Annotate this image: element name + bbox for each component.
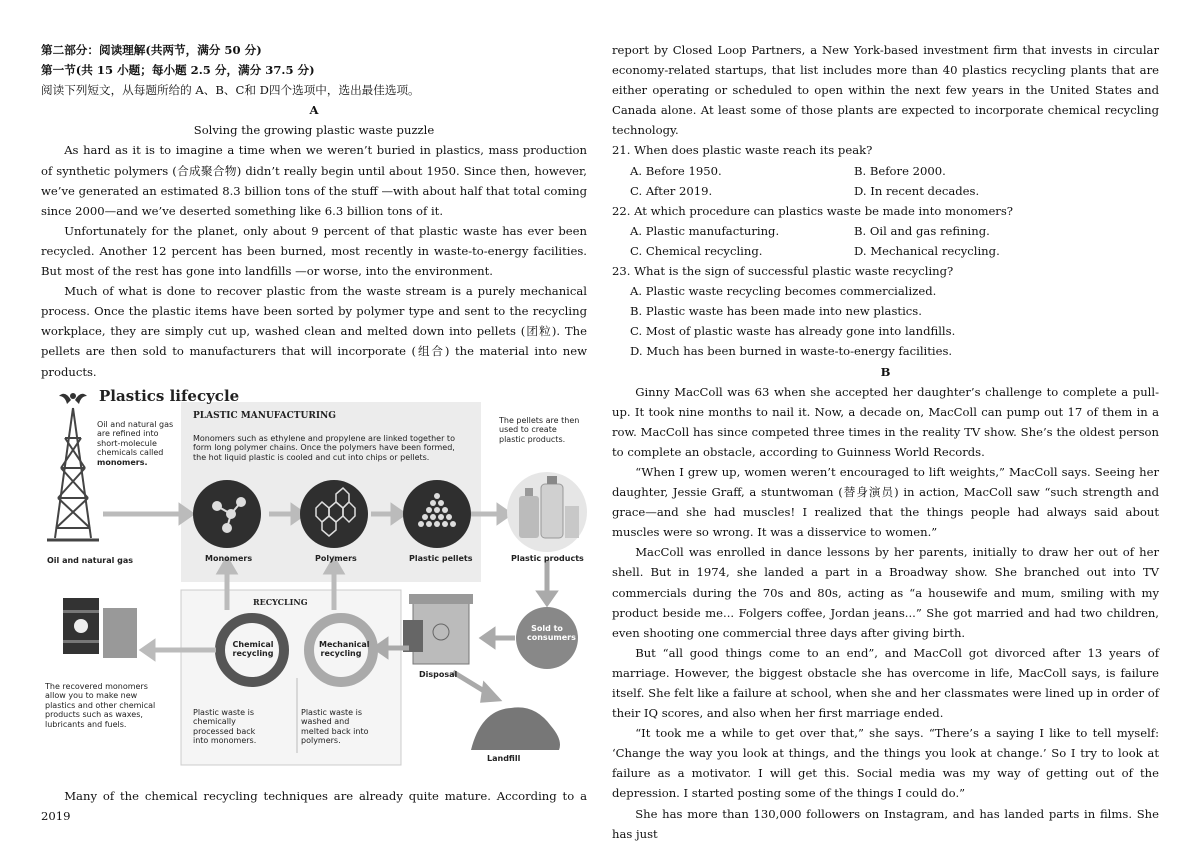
passage-b-paragraph: She has more than 130,000 followers on Instagram, and has landed parts in films. She has just bbox=[612, 806, 1159, 841]
oil-note: Oil and natural gas are refined into short-molecule chemicals called monomers. bbox=[97, 419, 174, 467]
recovered-note: The recovered monomers allow you to make new plastics and other chemical products such as waxes, lubricants and fuels. bbox=[45, 681, 156, 729]
disposal-label: Disposal bbox=[419, 669, 458, 679]
option: B. Plastic waste has been made into new plastics. bbox=[630, 304, 922, 319]
manufacturing-title: PLASTIC MANUFACTURING bbox=[193, 410, 336, 421]
pellets-note: The pellets are then used to create plastic products. bbox=[499, 415, 580, 444]
manufacturing-text: Monomers such as ethylene and propylene are linked together to form long polymer chains. Once the polymers have been formed, the hot liquid plastic is cooled and cut into chips or pellets. bbox=[193, 433, 455, 462]
monomers-label: Monomers bbox=[205, 553, 253, 563]
pellets-circle-icon bbox=[403, 480, 471, 548]
option: D. In recent decades. bbox=[854, 183, 980, 198]
passage-a-paragraph: As hard as it is to imagine a time when we weren’t buried in plastics, mass production of synthetic polymers (合成聚合物) didn’t really begin until about 1950. Since then, however, we’ve generated an estimated 8.3 billion tons of the stuff —with about half that total coming since 2000—and we’ve deserted something like 6.3 billion tons of it. bbox=[41, 143, 587, 218]
figure-title: Plastics lifecycle bbox=[99, 386, 240, 405]
passage-a-paragraph-cont: report by Closed Loop Partners, a New York-based investment firm that invests in circular economy-related startups, that list includes more than 40 plastics recycling plants that are either operating or scheduled to open within the next few years in the United States and Canada alone. At least some of those plants are expected to incorporate chemical recycling technology. bbox=[612, 43, 1159, 138]
chemical-note: Plastic waste is chemically processed back into monomers. bbox=[193, 707, 257, 746]
subsection-title: 第一节(共 15 小题；每小题 2.5 分，满分 37.5 分) bbox=[41, 63, 315, 78]
option: C. Most of plastic waste has already gone into landfills. bbox=[630, 324, 956, 339]
passage-a-paragraph: Much of what is done to recover plastic from the waste stream is a purely mechanical process. Once the plastic items have been sorted by polymer type and sent to the recycling workplace, they are simply cut up, washed clean and melted down into pellets (团粒). The pellets are then sold to manufacturers that will incorporate (组合) the material into new products. bbox=[41, 284, 587, 379]
question-21-options-row2 bbox=[612, 181, 1159, 201]
passage-b-paragraph: Ginny MacColl was 63 when she accepted her daughter’s challenge to complete a pull-up. It took nine months to nail it. Now, a decade on, MacColl can pump out 17 of them in a row. MacColl has since competed three times in the reality TV show. She’s the oldest person to complete an obstacle, according to Guinness World Records. bbox=[612, 384, 1159, 459]
option: A. Plastic manufacturing. bbox=[630, 223, 780, 238]
option: C. Chemical recycling. bbox=[630, 243, 763, 258]
option: C. After 2019. bbox=[630, 183, 713, 198]
polymers-circle-icon bbox=[300, 480, 368, 548]
question-21: 21. When does plastic waste reach its peak? bbox=[612, 143, 873, 158]
oil-derrick-icon bbox=[47, 408, 99, 540]
passage-a-title: Solving the growing plastic waste puzzle bbox=[193, 123, 435, 138]
passage-a-paragraph: Unfortunately for the planet, only about 9 percent of that plastic waste has ever been recycled. Another 12 percent has been burned, most recently in waste-to-energy facilities. But most of the rest has gone into landfills —or worse, into the environment. bbox=[41, 223, 587, 279]
passage-b-paragraph: “It took me a while to get over that,” she says. “There’s a saying I like to tell myself: ‘Change the way you look at things, and the things you look at change.’ So I try to look at failure as a motivator. I will get this. Social media was my way of getting out of the depression. I started posting some of the things I could do.” bbox=[612, 726, 1159, 801]
oil-label: Oil and natural gas bbox=[47, 555, 134, 565]
section-title: 第二部分：阅读理解(共两节，满分 50 分) bbox=[41, 43, 262, 57]
passage-b-paragraph: MacColl was enrolled in dance lessons by her parents, initially to draw her out of her shell. But in 1974, she landed a part in a Broadway show. She branched out into TV commercials during the 70s and 80s, acting as “a housewife and mum, smiling with my product beside me... Folgers coffee, Jordan jeans...” She got married and had two children, even shooting one commercial three days after giving birth. bbox=[612, 545, 1159, 640]
option: A. Before 1950. bbox=[630, 163, 722, 178]
oil-barrels-icon bbox=[63, 598, 137, 658]
passage-b-letter: B bbox=[880, 364, 891, 379]
option: D. Much has been burned in waste-to-energy facilities. bbox=[630, 344, 953, 359]
question-22-options-row1 bbox=[612, 221, 1159, 241]
landfill-label: Landfill bbox=[487, 753, 521, 763]
option: B. Before 2000. bbox=[854, 163, 946, 178]
left-column bbox=[41, 40, 587, 826]
question-21-options-row1 bbox=[612, 161, 1159, 181]
right-column bbox=[612, 40, 1159, 844]
chemical-label: Chemical recycling bbox=[232, 639, 274, 659]
oil-splash-icon bbox=[59, 393, 87, 404]
option: A. Plastic waste recycling becomes commercialized. bbox=[630, 284, 937, 299]
question-22-options-row2 bbox=[612, 241, 1159, 261]
passage-a-continuation: Many of the chemical recycling techniques are already quite mature. According to a 2019 bbox=[41, 788, 587, 823]
option: B. Oil and gas refining. bbox=[854, 223, 990, 238]
plastics-lifecycle-figure bbox=[41, 388, 587, 780]
sold-label: Sold to consumers bbox=[527, 623, 576, 643]
mechanical-note: Plastic waste is washed and melted back into polymers. bbox=[301, 707, 369, 746]
instruction: 阅读下列短文，从每题所给的 A、B、C和 D四个选项中，选出最佳选项。 bbox=[41, 83, 420, 98]
disposal-bin-icon bbox=[403, 594, 473, 664]
plastic-bottles-icon bbox=[507, 472, 587, 552]
question-23: 23. What is the sign of successful plastic waste recycling? bbox=[612, 264, 954, 279]
mechanical-label: Mechanical recycling bbox=[319, 639, 370, 659]
pellets-label: Plastic pellets bbox=[409, 553, 473, 563]
passage-b-paragraph: But “all good things come to an end”, and MacColl got divorced after 13 years of marriage. However, the biggest obstacle she has overcome in life, MacColl says, is failure itself. She felt like a failure at school, when she and her classmates were lined up in order of their IQ scores, and also when her first marriage ended. bbox=[612, 645, 1159, 721]
passage-b-paragraph: “When I grew up, women weren’t encouraged to lift weights,” MacColl says. Seeing her daughter, Jessie Graff, a stuntwoman (替身演员) in action, MacColl saw “such strength and grace—and she had muscles! I realized that the things people had always said about muscles were so wrong. It was a disservice to women.” bbox=[612, 464, 1159, 540]
passage-a-letter: A bbox=[309, 103, 319, 118]
polymers-label: Polymers bbox=[315, 553, 357, 563]
option: D. Mechanical recycling. bbox=[854, 243, 1000, 258]
products-label: Plastic products bbox=[511, 553, 584, 563]
recycling-title: RECYCLING bbox=[253, 596, 308, 607]
question-22: 22. At which procedure can plastics waste be made into monomers? bbox=[612, 203, 1014, 218]
landfill-icon bbox=[471, 707, 560, 750]
